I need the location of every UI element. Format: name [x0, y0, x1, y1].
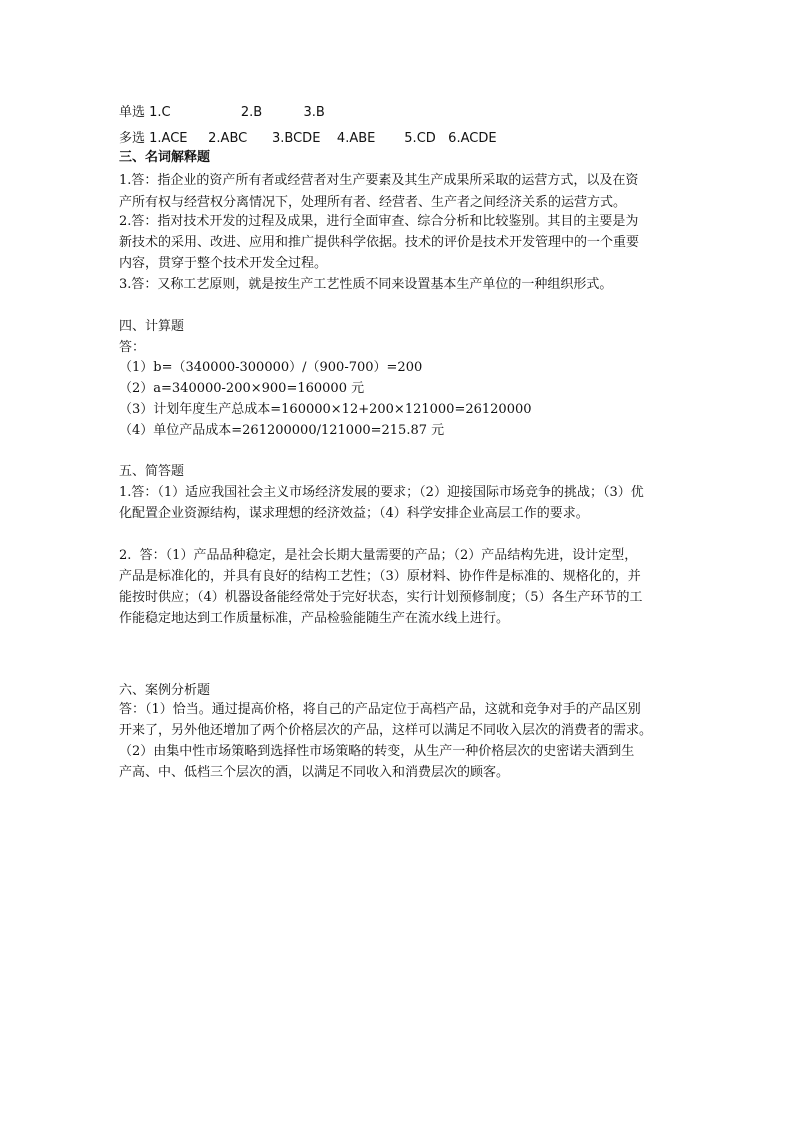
section-4-line-3: （3）计划年度生产总成本=160000×12+200×121000=26120000	[119, 402, 532, 417]
section-3-line-2: 产所有权与经营权分离情况下，处理所有者、经营者、生产者之间经济关系的运营方式。	[119, 195, 627, 210]
section-5-line-5: 能按时供应；（4）机器设备能经常处于完好状态，实行计划预修制度；（5）各生产环节的工	[119, 590, 643, 605]
section-5-line-1: 1.答：（1）适应我国社会主义市场经济发展的要求；（2）迎接国际市场竞争的挑战；（3）优	[119, 485, 644, 500]
section-4-line-2: （2）a=340000-200×900=160000 元	[119, 381, 365, 396]
section-3-line-5: 内容，贯穿于整个技术开发全过程。	[119, 256, 328, 271]
section-4-heading: 四、计算题	[119, 319, 185, 334]
single-choice-answers: 单选 1.C 2.B 3.B	[119, 105, 325, 120]
section-3-line-6: 3.答：又称工艺原则，就是按生产工艺性质不同来设置基本生产单位的一种组织形式。	[119, 277, 613, 292]
section-6-line-2: 开来了，另外他还增加了两个价格层次的产品，这样可以满足不同收入层次的消费者的需求。	[119, 723, 653, 738]
section-4-line-4: （4）单位产品成本=261200000/121000=215.87 元	[119, 423, 445, 438]
section-3-line-3: 2.答：指对技术开发的过程及成果，进行全面审查、综合分析和比较鉴别。其目的主要是为	[119, 214, 639, 229]
section-3-heading: 三、名词解释题	[119, 150, 211, 165]
section-6-heading: 六、案例分析题	[119, 683, 211, 698]
section-5-heading: 五、简答题	[119, 464, 185, 479]
section-5-line-3: 2. 答：（1）产品品种稳定，是社会长期大量需要的产品；（2）产品结构先进，设计定型，	[119, 548, 638, 563]
section-4-answer-label: 答：	[119, 340, 146, 355]
section-4-line-1: （1）b=（340000-300000）/（900-700）=200	[119, 360, 423, 375]
section-3-line-1: 1.答：指企业的资产所有者或经营者对生产要素及其生产成果所采取的运营方式，以及在资	[119, 173, 639, 188]
section-6-line-4: 产高、中、低档三个层次的酒，以满足不同收入和消费层次的顾客。	[119, 765, 510, 780]
multiple-choice-answers: 多选 1.ACE 2.ABC 3.BCDE 4.ABE 5.CD 6.ACDE	[119, 131, 497, 146]
section-5-line-6: 作能稳定地达到工作质量标准，产品检验能随生产在流水线上进行。	[119, 611, 510, 626]
section-3-line-4: 新技术的采用、改进、应用和推广提供科学依据。技术的评价是技术开发管理中的一个重要	[119, 235, 640, 250]
section-6-line-3: （2）由集中性市场策略到选择性市场策略的转变，从生产一种价格层次的史密诺夫酒到生	[119, 744, 635, 759]
section-5-line-2: 化配置企业资源结构，谋求理想的经济效益；（4）科学安排企业高层工作的要求。	[119, 506, 589, 521]
section-5-line-4: 产品是标准化的，并具有良好的结构工艺性；（3）原材料、协作件是标准的、规格化的，并	[119, 569, 641, 584]
section-6-line-1: 答：（1）恰当。通过提高价格，将自己的产品定位于高档产品，这就和竞争对手的产品区别	[119, 702, 641, 717]
